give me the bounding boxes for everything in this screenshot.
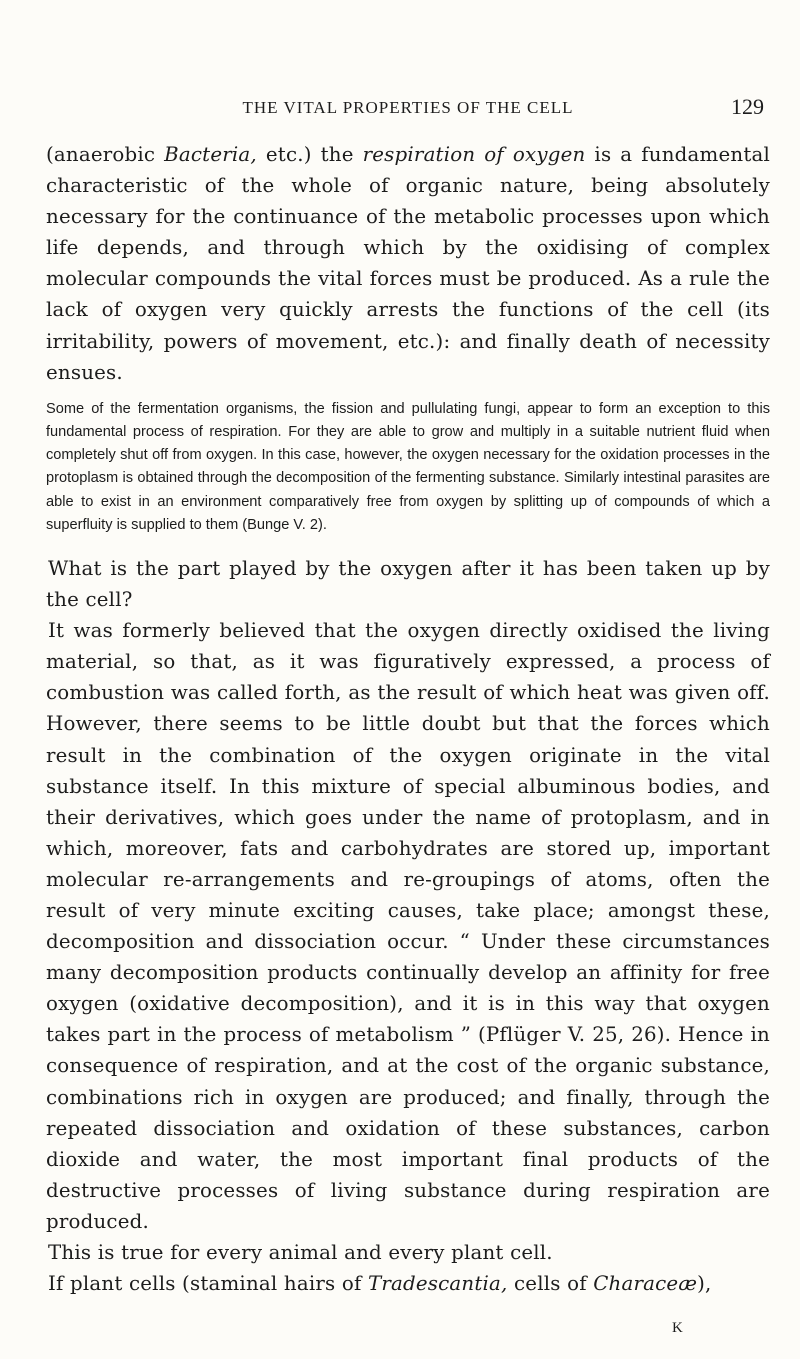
para5-text-2: cells of (507, 1272, 594, 1296)
paragraph-every-cell: This is true for every animal and every plant cell. (48, 1241, 553, 1265)
para5-italic-characeae: Characeæ (593, 1272, 698, 1296)
signature-mark: K (672, 1320, 683, 1336)
paragraph-plant-cells (46, 1268, 770, 1299)
page-number: 129 (731, 94, 764, 119)
para5-text-3: ), (697, 1272, 712, 1296)
footnote-fermentation: Some of the fermentation organisms, the fission and pullulating fungi, appear to form an exception to this fundamental process of respiration. For they are able to grow and multiply in a suitable nutrient fluid when completely shut off from oxygen. In this case, however, the oxygen necessary for the oxidation processes in the protoplasm is obtained through the decomposition of the fermenting substance. Similarly intestinal parasites are able to exist in an environment comparatively free from oxygen by splitting up of compounds of which a superfluity is supplied to them (Bunge V. 2). (46, 400, 770, 533)
para5-italic-tradescantia: Tradescantia, (367, 1272, 508, 1296)
para1-italic-bacteria: Bacteria, (164, 143, 257, 166)
para5-text-1: If plant cells (staminal hairs of (48, 1272, 368, 1296)
page-body (46, 139, 770, 1299)
para1-italic-respiration: respiration of oxygen (362, 143, 586, 166)
para1-text-2: etc.) the (256, 143, 363, 166)
paragraph-oxidation: It was formerly believed that the oxygen directly oxidised the living material, so that, as it was figuratively expressed, a process of combustion was called forth, as the result of which heat was given off. However, there seems to be little doubt but that the forces which result in the combination of the oxygen originate in the vital substance itself. In this mixture of special albuminous bodies, and their derivatives, which goes under the name of protoplasm, and in which, moreover, fats and carbohydrates are stored up, important molecular re-arrangements and re-groupings of atoms, often the result of very minute exciting causes, take place; amongst these, decomposition and dissociation occur. “ Under these circumstances many decomposition products continually develop an affinity for free oxygen (oxidative decomposition), and it is in this way that oxygen takes part in the process of metabolism ” (Pflüger V. 25, 26). Hence in consequence of respiration, and at the cost of the organic substance, combinations rich in oxygen are produced; and finally, through the repeated dissociation and oxidation of these substances, carbon dioxide and water, the most important final products of the destructive processes of living substance during respiration are produced. (46, 619, 770, 1233)
para1-text-1: (anaerobic (46, 143, 165, 166)
para1-text-3: is a fundamental characteristic of the whole of organic nature, being absolutely necessary for the continuance of the metabolic processes upon which life depends, and through which by the oxidising of complex molecular compounds the vital forces must be produced. As a rule the lack of oxygen very quickly arrests the functions of the cell (its irritability, powers of movement, etc.): and finally death of necessity ensues. (46, 143, 770, 384)
page-header (46, 94, 770, 128)
paragraph-question: What is the part played by the oxygen after it has been taken up by the cell? (46, 556, 770, 612)
paragraph-respiration (46, 139, 770, 388)
running-head: THE VITAL PROPERTIES OF THE CELL (242, 98, 574, 117)
